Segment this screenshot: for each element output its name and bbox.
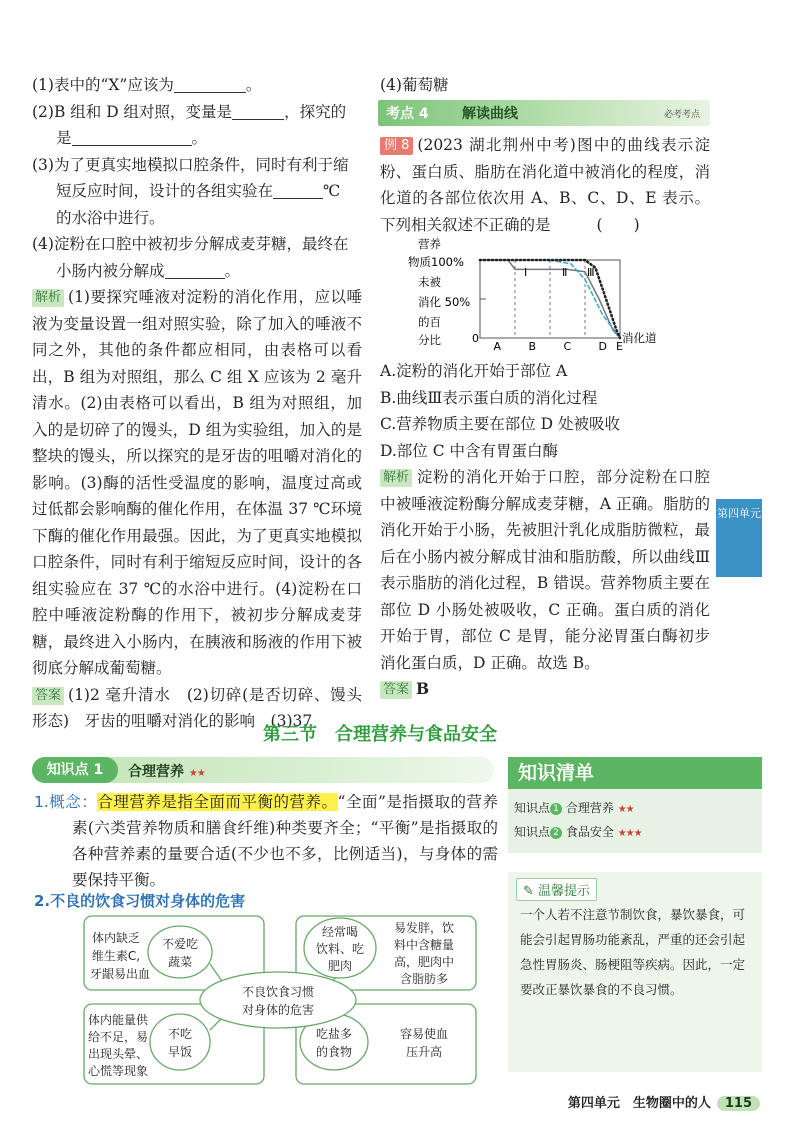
chart-ylabel-6: 分比 <box>418 333 441 347</box>
svg-text:料中含糖量: 料中含糖量 <box>393 938 455 952</box>
svg-text:高，肥肉中: 高，肥肉中 <box>393 955 455 969</box>
option-c: C.营养物质主要在部位 D 处被吸收 <box>380 415 621 433</box>
key-point-label: 考点 4 <box>386 106 429 122</box>
svg-text:给不足，易: 给不足，易 <box>87 1030 149 1044</box>
svg-text:出现头晕、: 出现头晕、 <box>87 1047 149 1061</box>
concept-paragraph: 1.概念：合理营养是指全面而平衡的营养。“全面”是指摄取的营养素(六类营养物质和膳食纤维)种类要齐全；“平衡”是指摄取的各种营养素的量要合适(不少也不多，比例适当)，与身体的需要保持平衡。 <box>34 793 498 889</box>
svg-text:对身体的危害: 对身体的危害 <box>241 1003 315 1017</box>
chart-ylabel-3: 未被 <box>418 275 441 289</box>
unit-side-tab: 第四单元 <box>716 499 762 577</box>
svg-text:维生素C,: 维生素C, <box>91 949 141 963</box>
effect-drinks-fat: 易发胖，饮 <box>393 921 455 935</box>
svg-text:压升高: 压升高 <box>405 1045 443 1059</box>
x-tick-label: A <box>493 340 502 353</box>
knowledge-list-panel <box>508 757 762 853</box>
page-footer <box>568 1092 760 1111</box>
svg-text:牙龈易出血: 牙龈易出血 <box>89 967 151 981</box>
knowledge-list-title: 知识清单 <box>508 757 762 789</box>
curve-label-3: Ⅲ <box>587 266 595 279</box>
star-icon: ★★ <box>188 768 205 779</box>
svg-text:蔬菜: 蔬菜 <box>167 955 193 969</box>
x-tick-label: D <box>598 340 607 353</box>
x-tick-label: B <box>528 340 537 353</box>
question-2: (2)B 组和 D 组对照，变量是 ，探究的 <box>32 102 347 121</box>
answer-tag: 答案 <box>380 681 412 699</box>
right-top-line: (4)葡萄糖 <box>380 76 449 94</box>
x-tick-label: C <box>563 340 572 353</box>
svg-text:心慌等现象: 心慌等现象 <box>87 1064 149 1078</box>
svg-text:的食物: 的食物 <box>315 1045 353 1059</box>
question-4: (4)淀粉在口腔中被初步分解成麦芽糖，最终在 <box>32 235 349 253</box>
question-3: (3)为了更真实地模拟口腔条件，同时有利于缩 <box>32 155 349 174</box>
bad-habits-diagram <box>82 912 486 1088</box>
knowledge-list-item-2: 知识点 2 食品安全 ★★★ <box>514 825 642 839</box>
svg-text:含脂肪多: 含脂肪多 <box>399 972 449 986</box>
svg-text:肥肉: 肥肉 <box>327 959 353 973</box>
digestion-chart <box>380 234 700 354</box>
option-a: A.淀粉的消化开始于部位 A <box>380 362 568 380</box>
cause-vegetables: 不爱吃 <box>161 937 199 951</box>
options <box>380 358 710 703</box>
example-8: 例 8 (2023 湖北荆州中考)图中的曲线表示淀粉、蛋白质、脂肪在消化道中被消化的程度，消化道的各部位依次用 A、B、C、D、E 表示。下列相关叙述不正确的是 ( ) <box>380 136 710 234</box>
cause-salt: 吃盐多 <box>315 1027 353 1041</box>
knowledge-point-title: 合理营养 ★★ <box>128 764 205 780</box>
knowledge-point-1-banner <box>32 757 494 783</box>
analysis-right: 解析 淀粉的消化开始于口腔，部分淀粉在口腔中被唾液淀粉酶分解成麦芽糖，A 正确。脂肪的消化开始于小肠，先被胆汁乳化成脂肪微粒，最后在小肠内被分解成甘油和脂肪酸，所以曲线Ⅲ表示脂肪的消化过程，B 错误。营养物质主要在部位 D 小肠处被吸收，C 正确。蛋白质的消化开始于胃，部位 C 是胃，能分泌胃蛋白酶初步消化蛋白质，D 正确。故选 B。 <box>380 468 710 672</box>
cause-drinks-fat: 经常喝 <box>321 925 359 939</box>
example-tag: 例 8 <box>380 137 413 155</box>
analysis-tag: 解析 <box>380 469 412 487</box>
knowledge-list-item-1: 知识点 1 合理营养 ★★ <box>514 801 634 815</box>
curve-label-1: Ⅰ <box>524 266 528 279</box>
answer-paren: ( ) <box>596 215 640 234</box>
chart-ylabel-4: 消化 50% <box>418 295 471 309</box>
x-tick-label: E <box>616 340 623 353</box>
warm-tip-title: ✎ 温馨提示 <box>516 878 597 901</box>
analysis-tag: 解析 <box>32 289 64 307</box>
answer-left: 答案 (1)2 毫升清水 (2)切碎(是否切碎、馒头形态) 牙齿的咀嚼对消化的影响 (3)37 <box>32 685 362 730</box>
node-cause-vegetables <box>148 926 212 978</box>
left-column: (1)表中的“X”应该为 。 (2)B 组和 D 组对照，变量是 ，探究的 是 。 (3)为了更真实地模拟口腔条件，同时有利于缩 短反应时间，设计的各组实验在 ℃ 的水浴中进行。 (4)淀粉在口腔中被初步分解成麦芽糖，最终在 小肠内被分解成 。 解析 (1)要探究唾液对淀粉的消化作用，应以唾液为变量设置一组对照实验，除了加入的唾液不同之外，其他的条件都应相同，由表格可以看出，B 组为对照组，那么 C 组 X 应该为 2 毫升清水。(2)由表格可以看出，B 组为对照组，加入的是切碎了的馒头，D 组为实验组，加入的是整块的馒头，所以探究的是牙齿的咀嚼对消化的影响。(3)酶的活性受温度的影响，温度过高或过低都会影响酶的催化作用，在体温 37 ℃环境下酶的催化作用最强。因此，为了更真实地模拟口腔条件，同时有利于缩短反应时间，设计的各组实验应在 37 ℃的水浴中进行。(4)淀粉在口腔中唾液淀粉酶的作用下，被初步分解成麦芽糖，最终进入小肠内，在胰液和肠液的作用下被彻底分解成葡萄糖。 答案 (1)2 毫升清水 (2)切碎(是否切碎、馒头形态) 牙齿的咀嚼对消化的影响 (3)37 <box>32 72 362 735</box>
subheading-bad-habits: 2.不良的饮食习惯对身体的危害 <box>34 892 246 910</box>
effect-breakfast: 体内能量供 <box>87 1013 149 1027</box>
star-icon: ★★ <box>617 804 634 815</box>
chart-xaxis-label: 消化道 <box>622 331 657 345</box>
page-number: 115 <box>717 1096 760 1111</box>
key-point-4-banner <box>378 100 710 126</box>
chart-origin: 0 <box>472 332 479 345</box>
knowledge-point-label: 知识点 1 <box>32 757 118 783</box>
option-b: B.曲线Ⅲ表示蛋白质的消化过程 <box>380 388 598 407</box>
footer-unit: 第四单元 生物圈中的人 <box>567 1096 711 1111</box>
node-center <box>200 972 356 1028</box>
warm-tip-panel <box>508 872 762 1072</box>
curve-label-2: Ⅱ <box>562 266 568 279</box>
effect-vegetables: 体内缺乏 <box>91 931 141 945</box>
option-d: D.部位 C 中含有胃蛋白酶 <box>380 441 559 460</box>
answer-tag: 答案 <box>32 687 64 705</box>
analysis-left: 解析 (1)要探究唾液对淀粉的消化作用，应以唾液为变量设置一组对照实验，除了加入的唾液不同之外，其他的条件都应相同，由表格可以看出，B 组为对照组，那么 C 组 X 应该为 2 毫升清水。(2)由表格可以看出，B 组为对照组，加入的是切碎了的馒头，D 组为实验组，加入的是整块的馒头，所以探究的是牙齿的咀嚼对消化的影响。(3)酶的活性受温度的影响，温度过高或过低都会影响酶的催化作用，在体温 37 ℃环境下酶的催化作用最强。因此，为了更真实地模拟口腔条件，同时有利于缩短反应时间，设计的各组实验应在 37 ℃的水浴中进行。(4)淀粉在口腔中唾液淀粉酶的作用下，被初步分解成麦芽糖，最终进入小肠内，在胰液和肠液的作用下被彻底分解成葡萄糖。 <box>32 288 362 677</box>
cause-breakfast: 不吃 <box>167 1027 193 1041</box>
chart-ylabel-2: 物质100% <box>408 255 464 269</box>
tip-icon: ✎ <box>523 884 534 899</box>
chart-ylabel-5: 的百 <box>418 315 441 329</box>
key-point-subtag: 必考考点 <box>663 110 700 120</box>
warm-tip-body: 一个人若不注意节制饮食，暴饮暴食，可能会引起胃肠功能紊乱，严重的还会引起急性胃肠炎、肠梗阻等疾病。因此，一定要改正暴饮暴食的不良习惯。 <box>520 907 746 997</box>
node-cause-breakfast <box>150 1014 210 1070</box>
center-text: 不良饮食习惯 <box>241 985 315 999</box>
effect-salt: 容易使血 <box>399 1027 449 1041</box>
svg-text:饮料、吃: 饮料、吃 <box>315 942 365 956</box>
svg-text:早饭: 早饭 <box>167 1045 193 1059</box>
key-point-title: 解读曲线 <box>462 106 518 122</box>
section-title: 第三节 合理营养与食品安全 <box>263 724 497 745</box>
star-icon: ★★★ <box>617 828 642 839</box>
highlighted-definition: 合理营养是指全面而平衡的营养。 <box>97 793 338 811</box>
question-1: (1)表中的“X”应该为 。 <box>32 76 262 94</box>
answer-right: 答案 B <box>380 676 710 703</box>
chart-ylabel-1: 营养 <box>418 237 441 251</box>
